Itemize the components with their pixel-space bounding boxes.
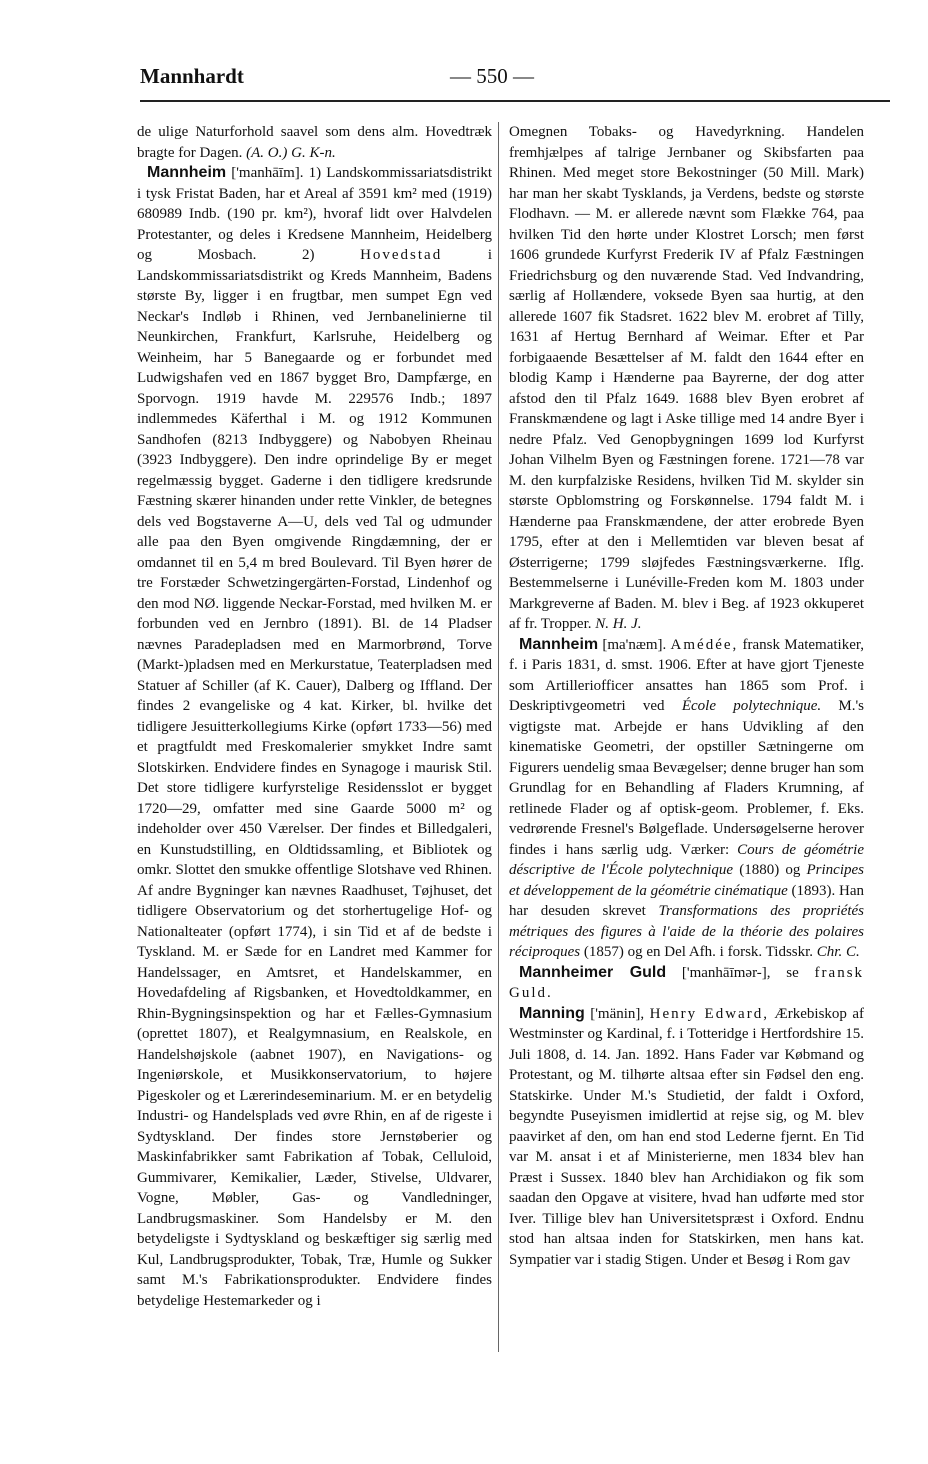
- left-column: [137, 122, 492, 1311]
- headword: Mannheimer Guld: [519, 963, 667, 981]
- author-signature: Chr. C.: [816, 944, 860, 960]
- cross-reference: fransk Guld.: [509, 964, 865, 1001]
- entry-text: i Landskommissariatsdistrikt og Kreds Mannheim, Badens største By, ligger i en frugtbar, men sumpet Egn ved Neckar's Indløb i Rhinen, ved Jernbanelinierne til Neunkirchen, Frankfurt, Karlsruhe, Heidelberg og Weinheim, har 5 Banegaarde og er forbundet med Ludwigshafen ved en 1867 bygget Bro, Dampfærge, en Sporvogn. 1919 havde M. 229576 Indb.; 1897 indlemmedes Käferthal i M. og 1912 Kommunen Sandhofen (8213 Indbyggere) og Nabobyen Rheinau (3923 Indbyggere). Den indre oprindelige By er meget regelmæssig bygget. Gaderne i den tidligere kredsrunde Fæstning skærer hinanden under rette Vinkler, de betegnes dels ved Bogstaverne A—U, dels ved Tal og udmunder alle paa den Byen omgivende Ringdæmning, der er omdannet til en 5,4 m bred Boulevard. Til Byen hører de tre Forstæder Schwetzingergärten-Forstad, Lindenhof og den mod NØ. liggende Neckar-Forstad, med hvilken M. er forbunden ved en Jernbro (1891). Bl. de 14 Pladser nævnes Paradepladsen med en Marmorbrønd, Torve (Markt-)pladsen med en Merkurstatue, Teaterpladsen med Statuer af Schiller (af K. Cauer), Dalberg og Iffland. Der findes 2 evangeliske og 4 kat. Kirker, bl. hvilke det tidligere Jesuitterkollegiums Kirke (opført 1733—56) med et pragtfuldt med Freskomalerier smykket Indre samt Slotskirken. Endvidere findes en Synagoge i maurisk Stil. Det store tidligere kurfyrstelige Residensslot er bygget 1720—29, omfatter med sine Gaarde 5000 m² og indeholder over 450 Værelser. Der findes et Billedgaleri, en Kunstudstilling, en Oldtidssamling, et Bibliotek og omkr. Slottet den smukke offentlige Slotshave ved Rhinen. Af andre Bygninger kan nævnes Raadhuset, Tøjhuset, det tidligere Observatorium og det storhertugelige Hof- og Nationalteater (opført 1774), i sin Tid et af de bedste i Tyskland. M. er Sæde for en Landret med Kammer for Handelssager, en Amtsret, et Handelskammer, en Hovedafdeling af Rigsbanken, et Hovedtoldkammer, en Rhin-Bygningsinspektion og har et Fælles-Gymnasium (oprettet 1807), et Realgymnasium, en Realskole, en Handelshøjskole (aabnet 1907), en Navigations- og Ingeniørskole, et Musikkonservatorium, to højere Pigeskoler og et Lærerindeseminarium. M. er en betydelig Industri- og Handelsplads ved øvre Rhin, en af de rigeste i Sydtyskland. Der findes store Jernstøberier og Maskinfabrikker samt Fabrikation af Tobak, Celluloid, Gummivarer, Kemikalier, Læder, Stivelse, Uldvarer, Vogne, Møbler, Gas- og Vandledninger, Landbrugsmaskiner. Som Handelsby er M. den betydeligste i Sydtyskland og beskæftiger sig særlig med Kul, Landbrugsprodukter, Tobak, Træ, Humle og Sukker samt M.'s Fabrikationsprodukter. Endvidere findes betydelige Hestemarkeder og i: [137, 247, 492, 1309]
- header-rule: [140, 100, 890, 102]
- entry-mannheim-district: [137, 163, 492, 1311]
- entry-text: se: [786, 964, 799, 981]
- entry-text: Omegnen Tobaks- og Havedyrkning. Handelen fremhjælpes af talrige Jernbaner og Skibsfarten paa Rhinen. Med meget store Bekostninger (50 Mill. Mark) har man her skabt Tysklands, ja Verdens, bedste og største Flodhavn. — M. er allerede nævnt som Flække 764, paa hvilken Tid den hørte under Klostret Lorsch; men først 1606 grundede Kurfyrst Frederik IV af Pfalz Fæstningen Friedrichsburg og den nuværende Stad. Ved Indvandring, særlig af Hollændere, voksede Byen saa hurtig, at den allerede 1607 fik Stadsret. 1622 blev M. erobret af Tilly, 1631 af Hertug Bernhard af Weimar. Efter et Par forbigaaende Besættelser af M. faldt den 1644 efter en blodig Kamp i Hænderne paa Bayrerne, der dog atter afstod den til Pfalz 1649. 1688 blev Byen erobret af Franskmændene og lagt i Aske tillige med 14 andre Byer i nedre Pfalz. Ved Genopbygningen 1699 lod Kurfyrst Johan Vilhelm Byen og Fæstningen forene. 1721—78 var M. den kurpfalziske Residens, hvilken Tid M. skylder sin største Opblomstring og Forskønnelse. 1794 faldt M. i Hænderne paa Franskmændene, der atter erobrede Byen 1795, efter at den i Mellemtiden var bleven besat af Østerrigerne; 1799 sløjfedes Fæstningsværkerne. Iflg. Bestemmelserne i Lunéville-Freden kom M. 1803 under Markgreverne af Baden. M. blev i Beg. af 1923 okkuperet af fr. Tropper.: [509, 124, 864, 632]
- running-title: Mannhardt: [140, 64, 244, 88]
- headword: Manning: [519, 1004, 585, 1022]
- italic-title: École polytechnique.: [681, 698, 822, 714]
- italic-title: Principes et développement de la géométrie cinématique: [509, 862, 865, 899]
- entry-text: fransk Matematiker, f. i Paris 1831, d. smst. 1906. Efter at have gjort Tjeneste som Artilleriofficer ansattes han 1865 som Prof. i Deskriptivgeometri ved: [509, 636, 865, 714]
- headword: Mannheim: [519, 635, 599, 653]
- headword: Mannheim: [147, 164, 227, 181]
- entry-continuation: [137, 122, 492, 163]
- entry-text: (1880) og: [739, 862, 801, 878]
- italic-title: Cours de géométrie déscriptive de l'École polytechnique: [509, 841, 864, 878]
- spaced-name: Amédée,: [670, 636, 739, 653]
- entry-mannheimer-guld: [509, 963, 864, 1004]
- entry-text: (1857) og en Del Afh. i forsk. Tidsskr.: [583, 944, 814, 960]
- spaced-term: Hovedstad: [360, 247, 443, 263]
- author-signature: N. H. J.: [595, 616, 642, 632]
- pronunciation: [ma'næm].: [602, 636, 667, 653]
- italic-title: Transformations des propriétés métriques des figures à l'aide de la théorie des polaires réciproques: [509, 903, 865, 960]
- author-signature: (A. O.) G. K-n.: [246, 144, 336, 161]
- entry-text: (1893). Han har desuden skrevet: [509, 882, 864, 919]
- right-column: [509, 122, 864, 1270]
- page-number: — 550 —: [450, 64, 534, 88]
- page-header: [140, 64, 890, 98]
- entry-text: M.'s vigtigste mat. Arbejde er hans Udvikling af den kinematiske Geometri, der opstiller Sætningerne om Figurers uendelig smaa Bevægelser; denne bruger han som Grundlag for en Behandling af Fladers Krumning, af retlinede Flader og af optisk-geom. Problemer, f. Eks. vedrørende Fresnel's Bølgeflade. Undersøgelserne herover findes i hans særlig udg. Værker:: [509, 698, 865, 858]
- spaced-name: Henry Edward,: [649, 1005, 769, 1022]
- entry-continuation: [509, 122, 864, 635]
- entry-text: de ulige Naturforhold saavel som dens alm. Hovedtræk bragte for Dagen.: [137, 124, 492, 161]
- entry-manning: [509, 1004, 864, 1271]
- pronunciation: ['mänin],: [590, 1005, 645, 1022]
- entry-mannheim-amedee: [509, 635, 864, 963]
- entry-text: Ærkebiskop af Westminster og Kardinal, f. i Totteridge i Hertfordshire 15. Juli 1808, d. 14. Jan. 1892. Hans Fader var Købmand og Protestant, og M. tilhørte altsaa efter sin Fødsel den eng. Statskirke. Under M.'s Studietid, der faldt i Oxford, begyndte Puseyismen imidlertid at rejse sig, og M. blev paavirket af den, om han end stod Lederne fjernt. En Tid var M. ansat i et af Ministerierne, men 1834 blev han Præst i Sussex. 1840 blev han Archidiakon og fik som saadan den Opgave at visitere, hvad han udførte med stor Iver. Tillige blev han Universitetspræst i Oxford. Endnu stod han altsaa inden for Statskirken, men hans kat. Sympatier var i stadig Stigen. Under et Besøg i Rom gav: [509, 1005, 865, 1268]
- pronunciation: ['manhāīmər-],: [681, 964, 771, 981]
- column-divider: [498, 122, 499, 1352]
- entry-text: ['manhāīm]. 1) Landskommissariatsdistrikt i tysk Fristat Baden, har et Areal af 3591 km² med (1919) 680989 Indb. (190 pr. km²), hvoraf lidt over Halvdelen Protestanter, og deles i Kredsene Mannheim, Heidelberg og Mosbach. 2): [137, 165, 493, 263]
